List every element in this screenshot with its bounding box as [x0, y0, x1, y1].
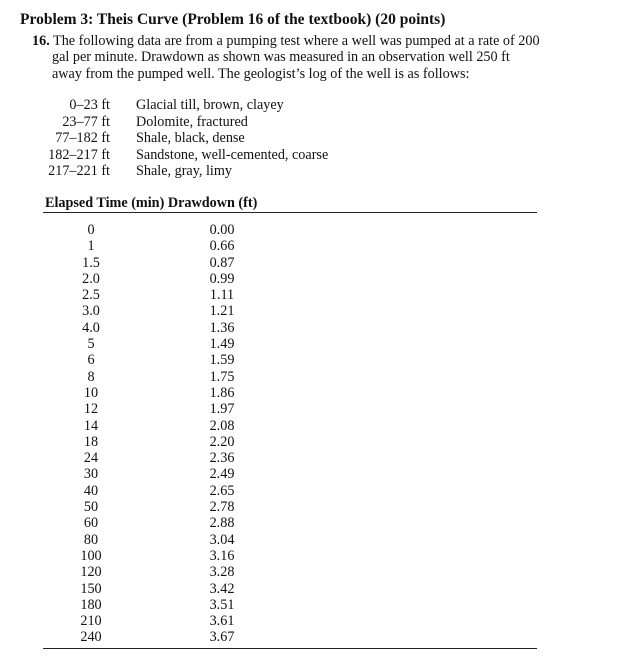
- statement-line-1: The following data are from a pumping test where a well was pumped at a rate of 200: [49, 33, 540, 49]
- table-row: [60, 336, 252, 352]
- elapsed-time-cell: 2.5: [82, 287, 100, 304]
- elapsed-time-cell: 80: [83, 531, 99, 548]
- table-row: [60, 369, 252, 385]
- drawdown-cell: 1.21: [209, 303, 235, 320]
- drawdown-cell: 0.00: [209, 222, 235, 238]
- log-row: [38, 130, 328, 147]
- elapsed-time-cell: 50: [83, 499, 99, 516]
- log-depth: 217–221 ft: [48, 163, 110, 180]
- drawdown-cell: 2.78: [209, 499, 235, 516]
- drawdown-cell: 2.49: [209, 466, 235, 483]
- elapsed-time-cell: 10: [83, 384, 99, 401]
- table-row: [60, 499, 252, 515]
- table-row: [60, 320, 252, 336]
- log-depth: 77–182 ft: [55, 130, 110, 147]
- log-depth: 182–217 ft: [48, 146, 110, 163]
- table-row: [60, 434, 252, 450]
- elapsed-time-cell: 18: [83, 433, 99, 450]
- drawdown-cell: 0.87: [209, 254, 235, 271]
- problem-statement: [32, 33, 592, 82]
- drawdown-cell: 1.86: [209, 384, 235, 401]
- table-row: [60, 450, 252, 466]
- elapsed-time-cell: 5: [87, 336, 95, 353]
- table-row: [60, 352, 252, 368]
- problem-title: Problem 3: Theis Curve (Problem 16 of the textbook) (20 points): [20, 11, 446, 28]
- table-row: [60, 401, 252, 417]
- table-header: [45, 195, 257, 212]
- elapsed-time-cell: 100: [80, 547, 102, 564]
- drawdown-cell: 3.16: [209, 547, 235, 564]
- table-row: [60, 483, 252, 499]
- elapsed-time-cell: 2.0: [82, 270, 100, 287]
- drawdown-cell: 2.65: [209, 482, 235, 499]
- table-row: [60, 548, 252, 564]
- table-row: [60, 581, 252, 597]
- elapsed-time-cell: 1: [87, 238, 95, 255]
- elapsed-time-cell: 0: [87, 222, 95, 238]
- drawdown-cell: 1.49: [209, 336, 235, 353]
- table-row: [60, 418, 252, 434]
- table-row: [60, 532, 252, 548]
- elapsed-time-cell: 8: [87, 368, 95, 385]
- elapsed-time-cell: 24: [83, 450, 99, 467]
- drawdown-cell: 3.42: [209, 580, 235, 597]
- drawdown-cell: 2.36: [209, 450, 235, 467]
- log-row: [38, 163, 328, 180]
- elapsed-time-cell: 240: [80, 629, 102, 646]
- drawdown-cell: 2.88: [209, 515, 235, 532]
- table-row: [60, 466, 252, 482]
- log-description: Shale, gray, limy: [136, 163, 233, 180]
- table-row: [60, 255, 252, 271]
- elapsed-time-cell: 12: [83, 401, 99, 418]
- elapsed-time-cell: 120: [80, 564, 102, 581]
- table-row: [60, 597, 252, 613]
- log-row: [38, 97, 328, 114]
- table-bottom-rule: [43, 648, 537, 649]
- drawdown-cell: 1.36: [209, 319, 235, 336]
- elapsed-time-cell: 6: [87, 352, 95, 369]
- log-row: [38, 114, 328, 131]
- log-description: Dolomite, fractured: [136, 113, 248, 130]
- table-row: [60, 515, 252, 531]
- drawdown-cell: 2.20: [209, 433, 235, 450]
- elapsed-time-cell: 14: [83, 417, 99, 434]
- drawdown-cell: 0.66: [209, 238, 235, 255]
- log-depth: 0–23 ft: [69, 97, 110, 113]
- log-row: [38, 147, 328, 164]
- table-top-rule: [43, 212, 537, 213]
- drawdown-cell: 3.04: [209, 531, 235, 548]
- log-description: Shale, black, dense: [136, 130, 245, 147]
- table-row: [60, 238, 252, 254]
- problem-number: 16.: [32, 33, 50, 49]
- statement-line-2: gal per minute. Drawdown as shown was measured in an observation well 250 ft: [52, 49, 510, 66]
- drawdown-table: [60, 222, 252, 646]
- table-row: [60, 629, 252, 645]
- elapsed-time-cell: 1.5: [82, 254, 100, 271]
- table-row: [60, 303, 252, 319]
- elapsed-time-cell: 60: [83, 515, 99, 532]
- table-row: [60, 222, 252, 238]
- table-row: [60, 271, 252, 287]
- drawdown-cell: 3.28: [209, 564, 235, 581]
- elapsed-time-cell: 30: [83, 466, 99, 483]
- geologist-log: [38, 97, 328, 180]
- header-elapsed-time: Elapsed Time (min): [45, 195, 165, 211]
- log-description: Glacial till, brown, clayey: [136, 97, 284, 113]
- elapsed-time-cell: 180: [80, 596, 102, 613]
- statement-line-3: away from the pumped well. The geologist’s log of the well is as follows:: [52, 65, 470, 82]
- drawdown-cell: 1.97: [209, 401, 235, 418]
- drawdown-cell: 1.75: [209, 368, 235, 385]
- log-description: Sandstone, well-cemented, coarse: [136, 146, 329, 163]
- drawdown-cell: 3.51: [209, 596, 235, 613]
- table-row: [60, 287, 252, 303]
- drawdown-cell: 1.11: [209, 287, 235, 304]
- drawdown-cell: 0.99: [209, 270, 235, 287]
- drawdown-cell: 2.08: [209, 417, 235, 434]
- elapsed-time-cell: 40: [83, 482, 99, 499]
- drawdown-cell: 1.59: [209, 352, 235, 369]
- elapsed-time-cell: 4.0: [82, 319, 100, 336]
- drawdown-cell: 3.61: [209, 613, 235, 630]
- drawdown-cell: 3.67: [209, 629, 235, 646]
- header-drawdown: Drawdown (ft): [167, 195, 258, 211]
- elapsed-time-cell: 150: [80, 580, 102, 597]
- elapsed-time-cell: 210: [80, 613, 102, 630]
- elapsed-time-cell: 3.0: [82, 303, 100, 320]
- table-row: [60, 613, 252, 629]
- log-depth: 23–77 ft: [62, 113, 110, 130]
- table-row: [60, 385, 252, 401]
- table-row: [60, 564, 252, 580]
